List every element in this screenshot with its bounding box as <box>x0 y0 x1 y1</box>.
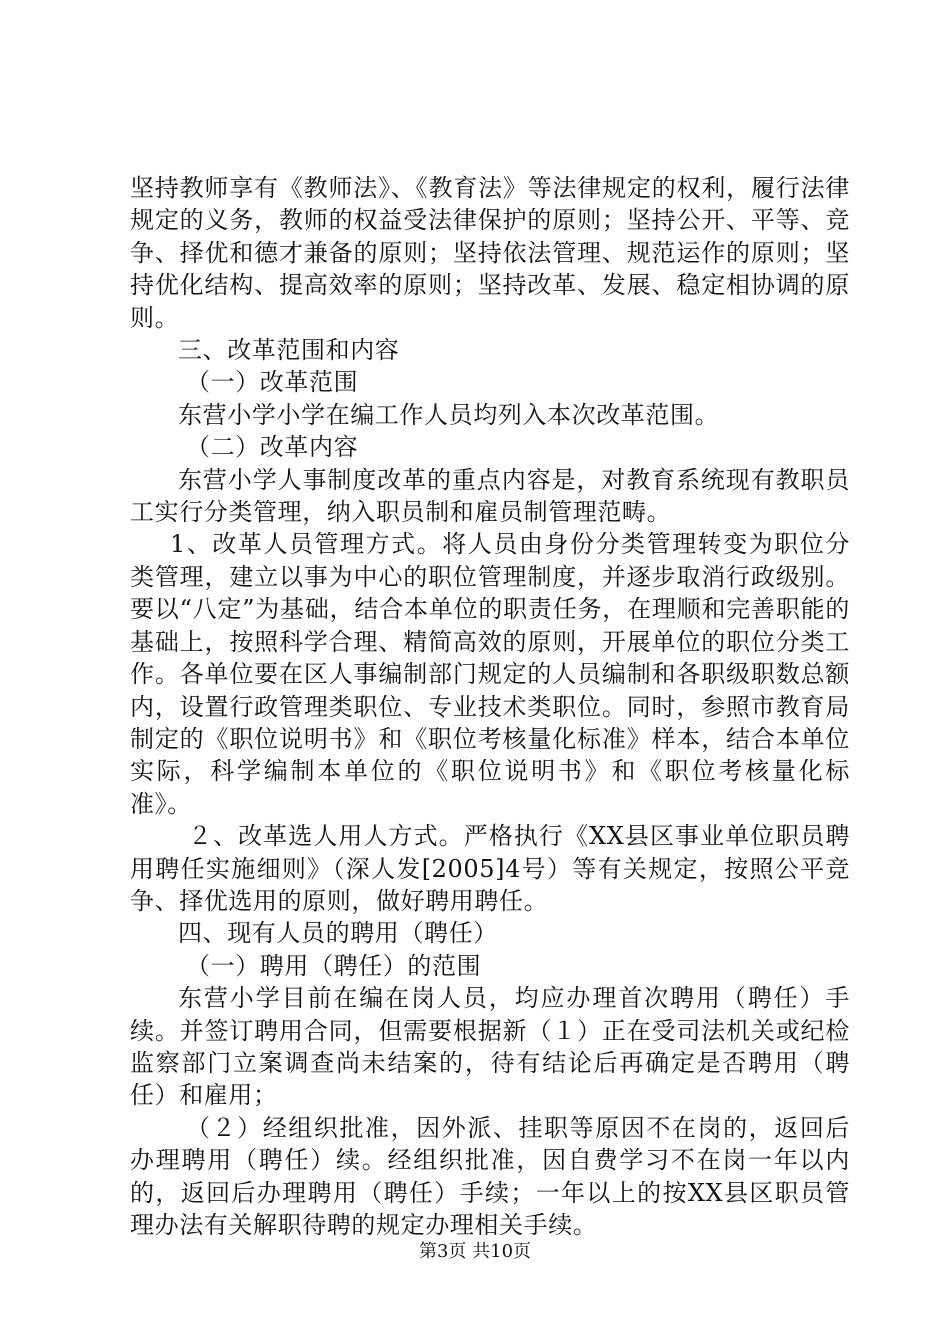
paragraph-item-2: ２、改革选人用人方式。严格执行《XX县区事业单位职员聘用聘任实施细则》（深人发[2005]4号）等有关规定，按照公平竞争、择优选用的原则，做好聘用聘任。 <box>130 822 850 915</box>
document-body <box>130 172 850 1241</box>
paragraph-item-2-external: （２）经组织批准，因外派、挂职等原因不在岗的，返回后办理聘用（聘任）续。经组织批准，因自费学习不在岗一年以内的，返回后办理聘用（聘任）手续；一年以上的按XX县区职员管理办法有关解职待聘的规定办理相关手续。 <box>130 1113 850 1239</box>
page-number-footer: 第3页 共10页 <box>418 1241 532 1262</box>
paragraph-hiring-scope: 东营小学目前在编在岗人员，均应办理首次聘用（聘任）手续。并签订聘用合同，但需要根据新（１）正在受司法机关或纪检监察部门立案调查尚未结案的，待有结论后再确定是否聘用（聘任）和雇用； <box>130 984 850 1110</box>
paragraph-content: 东营小学人事制度改革的重点内容是，对教育系统现有教职员工实行分类管理，纳入职员制和雇员制管理范畴。 <box>130 465 850 527</box>
paragraph-principles: 坚持教师享有《教师法》、《教育法》等法律规定的权利，履行法律规定的义务，教师的权益受法律保护的原则；坚持公开、平等、竞争、择优和德才兼备的原则；坚持依法管理、规范运作的原则；坚持优化结构、提高效率的原则；坚持改革、发展、稳定相协调的原则。 <box>130 174 850 332</box>
subsection-heading-content: （二）改革内容 <box>186 433 359 462</box>
paragraph-scope: 东营小学小学在编工作人员均列入本次改革范围。 <box>178 400 720 429</box>
section-heading-4: 四、现有人员的聘用（聘任） <box>178 919 498 948</box>
paragraph-item-1: 1、改革人员管理方式。将人员由身份分类管理转变为职位分类管理，建立以事为中心的职位管理制度，并逐步取消行政级别。要以“八定”为基础，结合本单位的职责任务，在理顺和完善职能的基础上，按照科学合理、精简高效的原则，开展单位的职位分类工作。各单位要在区人事编制部门规定的人员编制和各职级职数总额内，设置行政管理类职位、专业技术类职位。同时，参照市教育局制定的《职位说明书》和《职位考核量化标准》样本，结合本单位实际，科学编制本单位的《职位说明书》和《职位考核量化标准》。 <box>130 530 850 818</box>
subsection-heading-scope: （一）改革范围 <box>186 368 359 397</box>
subsection-heading-hiring-scope: （一）聘用（聘任）的范围 <box>186 951 482 980</box>
section-heading-3: 三、改革范围和内容 <box>178 336 400 365</box>
